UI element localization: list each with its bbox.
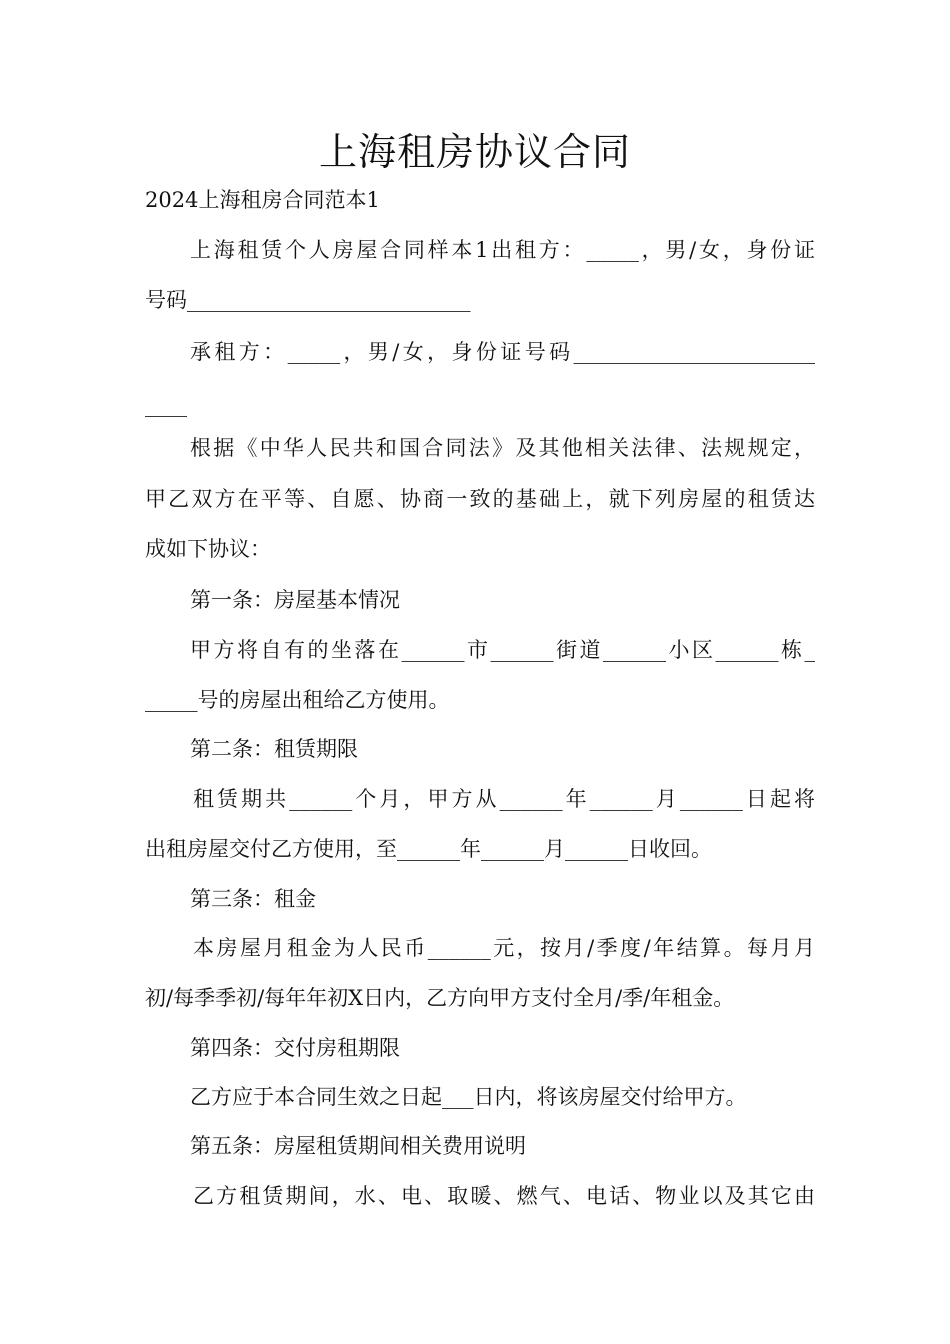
paragraph-line: ____: [145, 393, 187, 417]
paragraph-line: 租赁期共______个月，甲方从______年______月______日起将: [193, 787, 815, 811]
paragraph-line: 承租方：_____，男/女，身份证号码_______________________: [190, 340, 815, 364]
paragraph-line: 甲乙双方在平等、自愿、协商一致的基础上，就下列房屋的租赁达: [145, 487, 815, 511]
section-heading: 第二条：租赁期限: [190, 737, 358, 761]
paragraph-line: 甲方将自有的坐落在______市______街道______小区______栋_: [190, 638, 815, 662]
paragraph-line: _____号的房屋出租给乙方使用。: [145, 688, 450, 712]
section-heading: 第五条：房屋租赁期间相关费用说明: [190, 1134, 526, 1158]
section-heading: 第三条：租金: [190, 887, 316, 911]
paragraph-line: 号码___________________________: [145, 288, 471, 312]
paragraph-line: 本房屋月租金为人民币______元，按月/季度/年结算。每月月: [193, 936, 815, 960]
section-heading: 第四条：交付房租期限: [190, 1036, 400, 1060]
paragraph-line: 成如下协议：: [145, 537, 271, 561]
paragraph-line: 乙方租赁期间，水、电、取暖、燃气、电话、物业以及其它由: [193, 1184, 815, 1208]
document-subtitle: 2024上海租房合同范本1: [145, 188, 380, 212]
paragraph-line: 乙方应于本合同生效之日起___日内，将该房屋交付给甲方。: [190, 1085, 747, 1109]
paragraph-line: 上海租赁个人房屋合同样本1出租方：_____，男/女，身份证: [190, 238, 815, 262]
section-heading: 第一条：房屋基本情况: [190, 588, 400, 612]
paragraph-line: 根据《中华人民共和国合同法》及其他相关法律、法规规定，: [190, 436, 815, 460]
paragraph-line: 初/每季季初/每年年初X日内，乙方向甲方支付全月/季/年租金。: [145, 986, 735, 1010]
document-title: 上海租房协议合同: [318, 130, 631, 174]
paragraph-line: 出租房屋交付乙方使用，至______年______月______日收回。: [145, 837, 712, 861]
